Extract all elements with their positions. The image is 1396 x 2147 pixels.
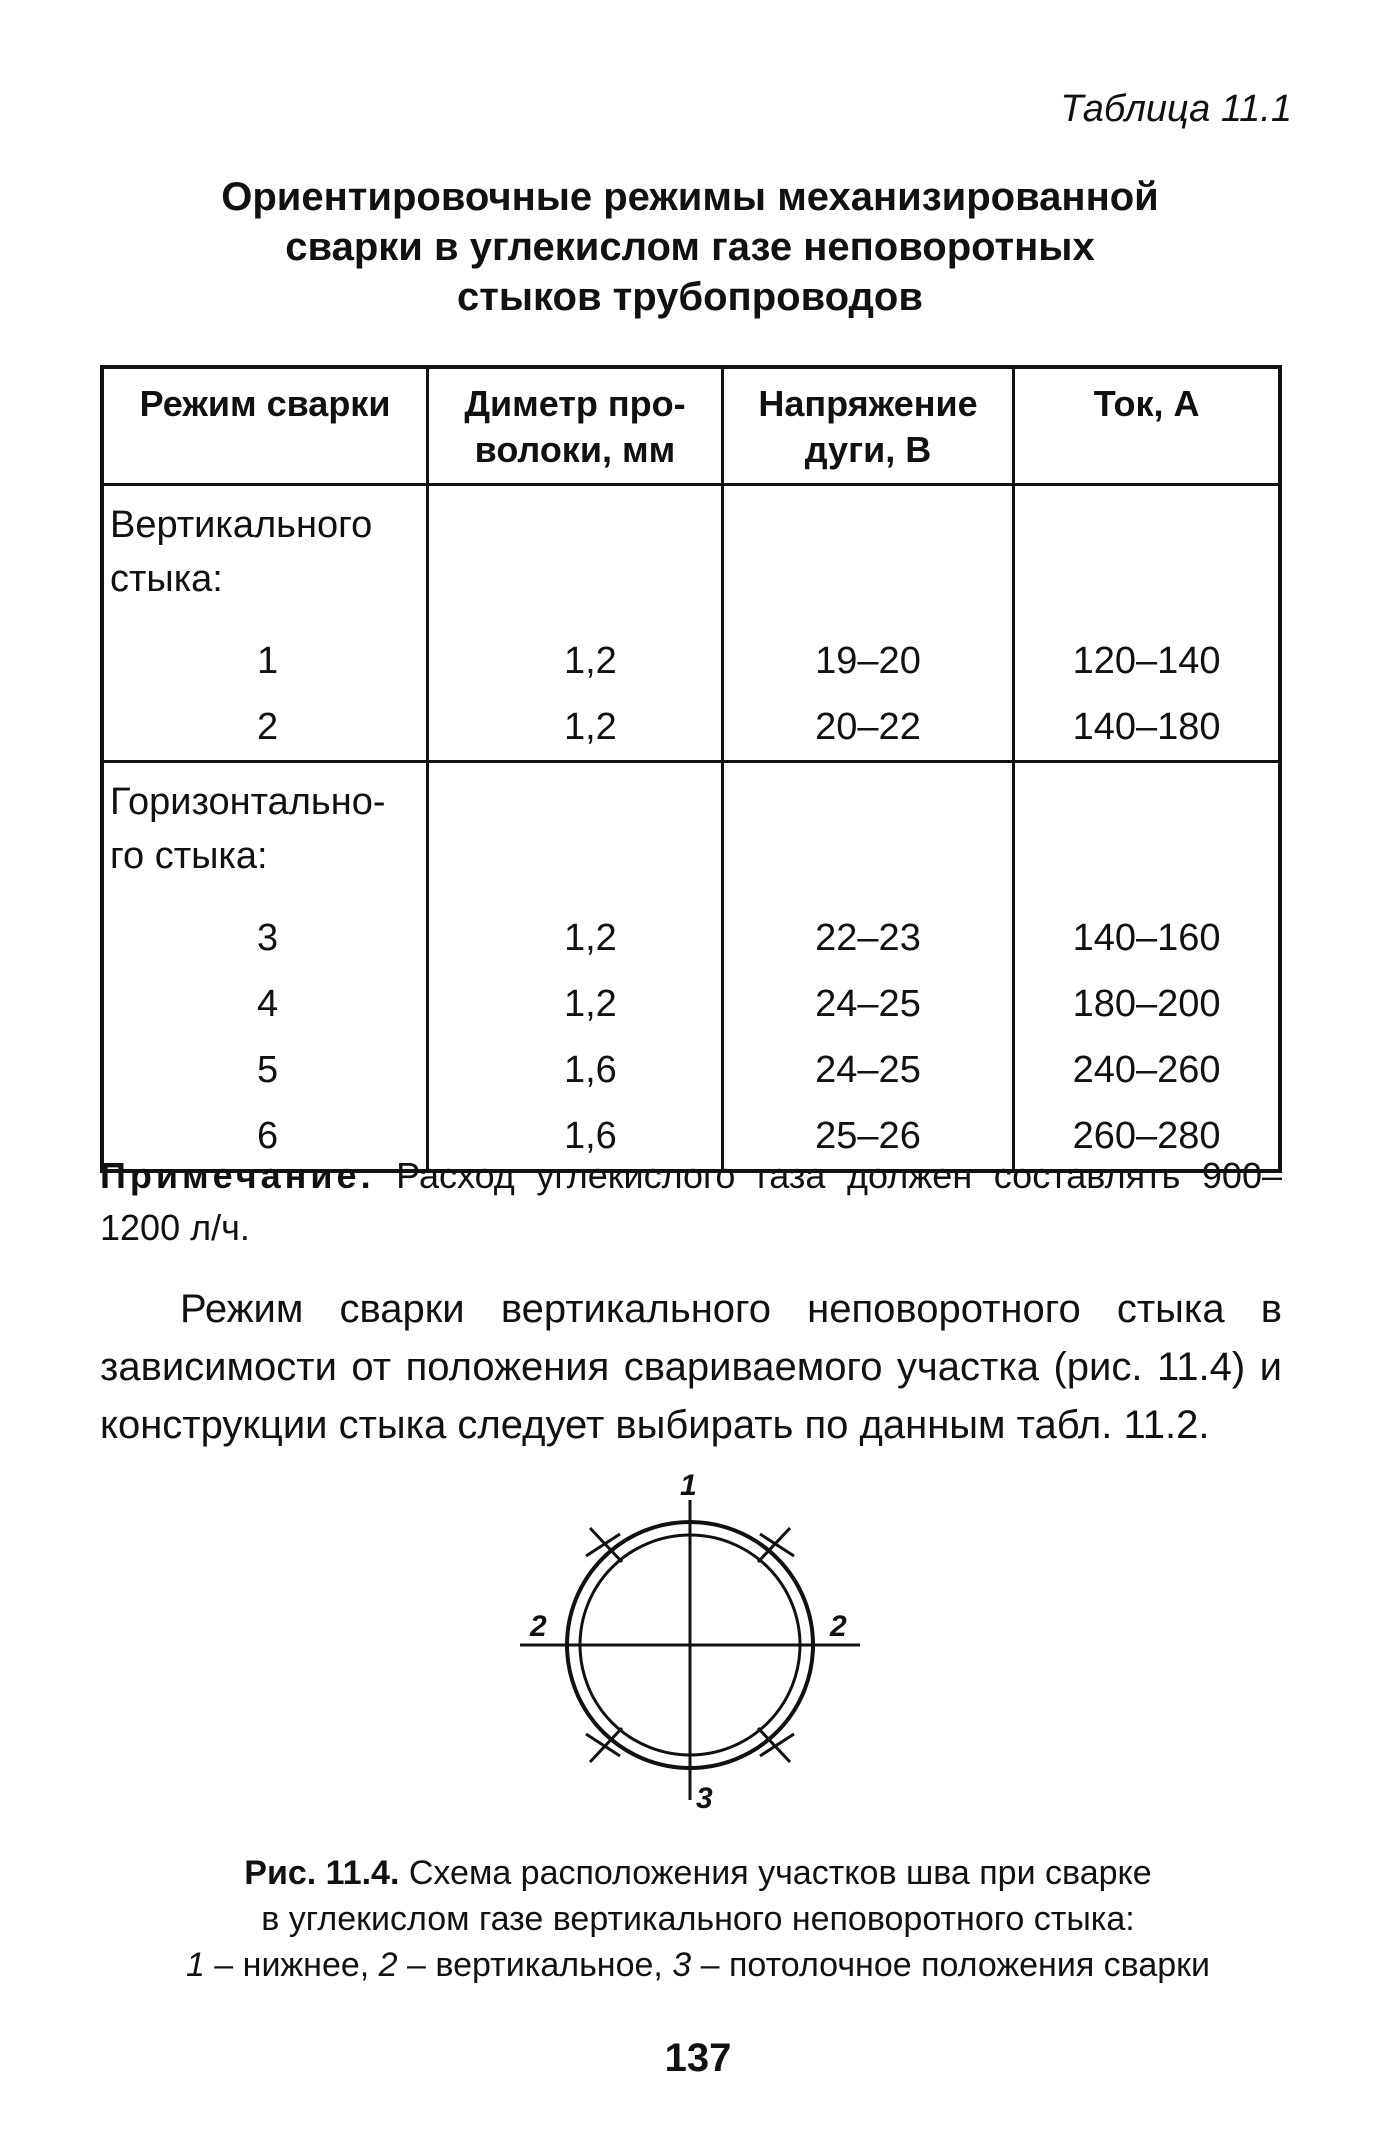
cell-mode: 5: [102, 1037, 428, 1103]
cell-current: 260–280: [1014, 1103, 1280, 1171]
cell-mode: 4: [102, 971, 428, 1037]
page-number: 137: [664, 2036, 732, 2080]
note-text: Расход углекислого газа должен составлять 900–1200 л/ч.: [100, 1155, 1282, 1248]
cell-current: 240–260: [1014, 1037, 1280, 1103]
cell-mode: 3: [102, 905, 428, 971]
cell-current: 140–180: [1014, 694, 1280, 762]
cell-diameter: 1,2: [428, 971, 723, 1037]
header-current: Ток, А: [1014, 367, 1280, 485]
table-row: [102, 905, 1280, 971]
label-section-2-right: 2: [830, 1610, 847, 1643]
group-row-horizontal: [102, 762, 1280, 906]
table-title-line: Ориентировочные режимы механизированной: [221, 175, 1159, 219]
table-header-row: [102, 367, 1280, 485]
cell-current: 140–160: [1014, 905, 1280, 971]
group-label: Горизонтально- го стыка:: [102, 762, 428, 906]
table-row: [102, 971, 1280, 1037]
table-row: [102, 628, 1280, 694]
cell-current: 120–140: [1014, 628, 1280, 694]
cell-mode: 1: [102, 628, 428, 694]
header-mode: Режим сварки: [102, 367, 428, 485]
group-label: Вертикального стыка:: [102, 485, 428, 629]
cell-voltage: 24–25: [722, 971, 1013, 1037]
cell-mode: 2: [102, 694, 428, 762]
cell-diameter: 1,2: [428, 694, 723, 762]
cell-mode: 6: [102, 1103, 428, 1171]
body-paragraph: Режим сварки вертикального неповоротного стыка в зависимости от положения свариваемого участка (рис. 11.4) и конструкции стыка следует выбирать по данным табл. 11.2.: [100, 1287, 1282, 1447]
welding-modes-table: [100, 365, 1282, 1173]
cell-diameter: 1,6: [428, 1037, 723, 1103]
table-label: Таблица 11.1: [1060, 88, 1292, 130]
caption-line: в углекислом газе вертикального неповоротного стыка:: [261, 1900, 1135, 1938]
label-section-1: 1: [680, 1469, 697, 1502]
caption-line: Схема расположения участков шва при сварке: [408, 1854, 1152, 1892]
figure-caption: Рис. 11.4. Схема расположения участков шва при сварке в углекислом газе вертикального неповоротного стыка: 1 – нижнее, 2 – вертикальное, 3 – потолочное положения сварки: [60, 1850, 1336, 1988]
table-row: [102, 694, 1280, 762]
cell-voltage: 20–22: [722, 694, 1013, 762]
cell-diameter: 1,2: [428, 628, 723, 694]
cell-diameter: 1,2: [428, 905, 723, 971]
table-title: [100, 172, 1280, 322]
caption-label: Рис. 11.4.: [244, 1854, 400, 1892]
cell-voltage: 19–20: [722, 628, 1013, 694]
label-section-3: 3: [696, 1782, 713, 1815]
note-label: Примечание.: [100, 1155, 375, 1196]
header-diameter: Диметр про- волоки, мм: [428, 367, 723, 485]
table-row: [102, 1037, 1280, 1103]
cell-diameter: 1,6: [428, 1103, 723, 1171]
table-note: [100, 1150, 1282, 1254]
cell-voltage: 24–25: [722, 1037, 1013, 1103]
table-title-line: сварки в углекислом газе неповоротных: [285, 225, 1095, 269]
group-row-vertical: [102, 485, 1280, 629]
label-section-2-left: 2: [530, 1610, 547, 1643]
cell-voltage: 25–26: [722, 1103, 1013, 1171]
cell-voltage: 22–23: [722, 905, 1013, 971]
header-voltage: Напряжение дуги, В: [722, 367, 1013, 485]
pipe-joint-diagram: [500, 1460, 880, 1820]
cell-current: 180–200: [1014, 971, 1280, 1037]
table-title-line: стыков трубопроводов: [457, 275, 923, 319]
